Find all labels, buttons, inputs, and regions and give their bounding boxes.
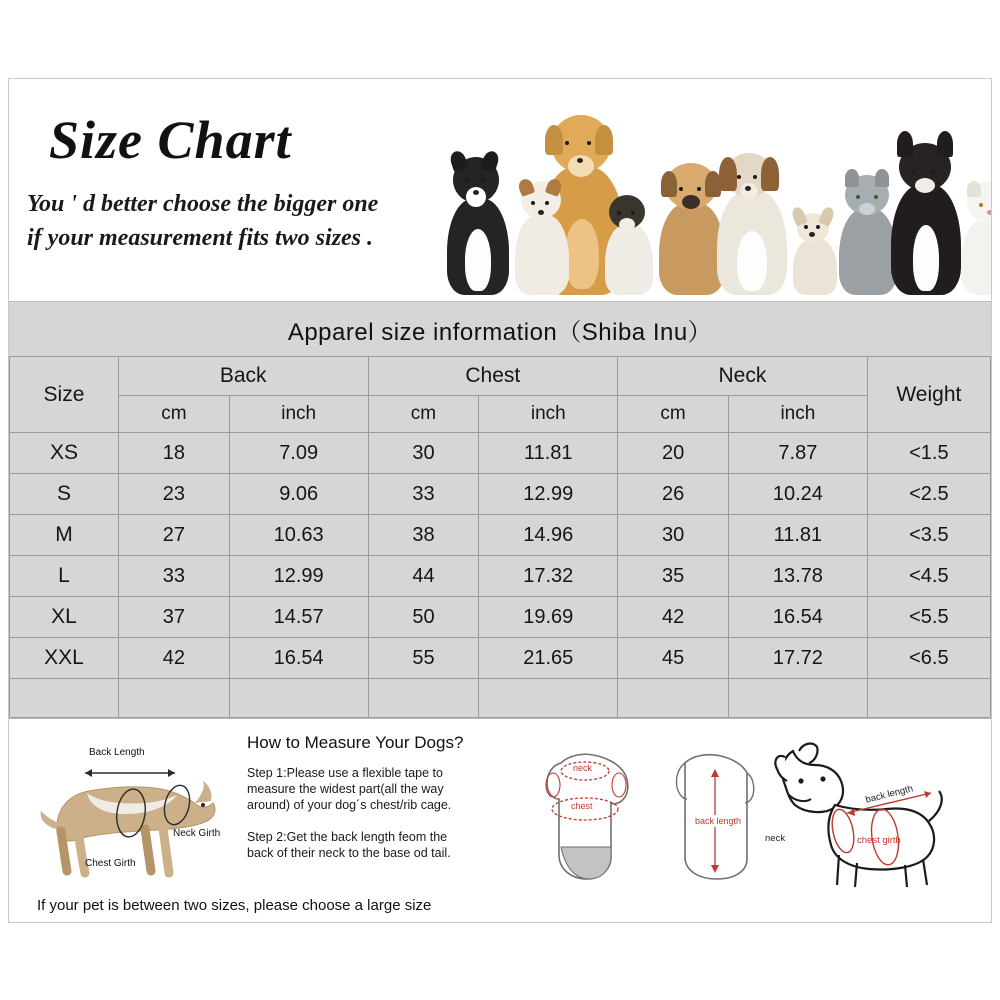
header-group-chest: Chest xyxy=(368,357,618,396)
cell-neck-cm: 35 xyxy=(618,556,729,597)
cell-back-inch: 14.57 xyxy=(229,597,368,638)
cell-weight: <4.5 xyxy=(867,556,990,597)
cell-neck-inch: 10.24 xyxy=(729,474,868,515)
cell-empty xyxy=(867,679,990,718)
table-row xyxy=(10,433,991,474)
cell-chest-cm: 50 xyxy=(368,597,479,638)
size-table xyxy=(9,356,991,718)
table-row xyxy=(10,556,991,597)
cell-neck-inch: 7.87 xyxy=(729,433,868,474)
cell-chest-cm: 55 xyxy=(368,638,479,679)
header-unit-back-cm: cm xyxy=(118,396,229,433)
cell-size: S xyxy=(10,474,119,515)
pet-small-white-dog xyxy=(599,183,661,295)
table-header-groups xyxy=(10,357,991,396)
cell-back-inch: 7.09 xyxy=(229,433,368,474)
cell-size: XS xyxy=(10,433,119,474)
header-unit-chest-inch: inch xyxy=(479,396,618,433)
cell-chest-inch: 14.96 xyxy=(479,515,618,556)
header-size: Size xyxy=(10,357,119,433)
cell-chest-inch: 21.65 xyxy=(479,638,618,679)
garment-back-diagram xyxy=(657,747,767,897)
cell-back-cm: 18 xyxy=(118,433,229,474)
measure-instructions-section xyxy=(9,718,991,923)
cell-empty xyxy=(368,679,479,718)
cell-neck-cm: 20 xyxy=(618,433,729,474)
label-garment-chest: chest xyxy=(571,801,593,811)
cell-neck-cm: 30 xyxy=(618,515,729,556)
cell-chest-cm: 30 xyxy=(368,433,479,474)
label-back-length: Back Length xyxy=(89,747,145,758)
cell-chest-cm: 38 xyxy=(368,515,479,556)
cell-empty xyxy=(618,679,729,718)
pet-beagle xyxy=(709,127,797,295)
cell-neck-cm: 26 xyxy=(618,474,729,515)
dog-sketch-diagram xyxy=(761,733,971,903)
cell-neck-inch: 16.54 xyxy=(729,597,868,638)
cell-empty xyxy=(10,679,119,718)
cell-chest-inch: 12.99 xyxy=(479,474,618,515)
cell-weight: <2.5 xyxy=(867,474,990,515)
subtitle-line-1: You ' d better choose the bigger one xyxy=(27,191,379,217)
measure-title: How to Measure Your Dogs? xyxy=(247,733,464,752)
cell-chest-inch: 11.81 xyxy=(479,433,618,474)
cell-neck-cm: 42 xyxy=(618,597,729,638)
header-unit-back-inch: inch xyxy=(229,396,368,433)
header-unit-neck-cm: cm xyxy=(618,396,729,433)
cell-neck-inch: 13.78 xyxy=(729,556,868,597)
cell-neck-inch: 11.81 xyxy=(729,515,868,556)
label-chest-girth: Chest Girth xyxy=(85,858,136,869)
cell-chest-cm: 44 xyxy=(368,556,479,597)
header-unit-neck-inch: inch xyxy=(729,396,868,433)
cell-neck-cm: 45 xyxy=(618,638,729,679)
cell-size: XL xyxy=(10,597,119,638)
cell-chest-cm: 33 xyxy=(368,474,479,515)
cell-back-inch: 16.54 xyxy=(229,638,368,679)
label-garment-neck: neck xyxy=(573,763,593,773)
cell-empty xyxy=(229,679,368,718)
pets-photo-row xyxy=(409,87,989,295)
cell-size: L xyxy=(10,556,119,597)
subtitle-line-2: if your measurement fits two sizes . xyxy=(27,225,374,251)
measure-footnote: If your pet is between two sizes, please choose a large size xyxy=(37,897,432,914)
apparel-size-section xyxy=(9,302,991,718)
table-row xyxy=(10,474,991,515)
header-band xyxy=(9,79,991,302)
cell-back-cm: 23 xyxy=(118,474,229,515)
cell-weight: <1.5 xyxy=(867,433,990,474)
label-neck-girth: Neck Girth xyxy=(173,828,221,839)
pet-jack-russell xyxy=(507,165,577,295)
table-row xyxy=(10,638,991,679)
label-sketch-chest-girth: chest girth xyxy=(857,835,901,846)
apparel-size-title: Apparel size information（Shiba Inu） xyxy=(9,302,991,356)
label-garment-back-length: back length xyxy=(695,816,742,826)
cell-chest-inch: 19.69 xyxy=(479,597,618,638)
table-row xyxy=(10,597,991,638)
table-row xyxy=(10,515,991,556)
page-title: Size Chart xyxy=(49,110,292,170)
header-group-neck: Neck xyxy=(618,357,868,396)
header-group-back: Back xyxy=(118,357,368,396)
cell-back-inch: 12.99 xyxy=(229,556,368,597)
cell-empty xyxy=(118,679,229,718)
pet-white-cat xyxy=(957,169,991,295)
cell-back-cm: 33 xyxy=(118,556,229,597)
measure-step-1: Step 1:Please use a flexible tape to measure the widest part(all the way around) of your dog´s chest/rib cage. xyxy=(247,766,452,812)
cell-neck-inch: 17.72 xyxy=(729,638,868,679)
cell-weight: <6.5 xyxy=(867,638,990,679)
cell-size: M xyxy=(10,515,119,556)
page-subtitle xyxy=(27,187,378,255)
label-sketch-neck: neck xyxy=(765,833,786,844)
cell-empty xyxy=(729,679,868,718)
garment-front-diagram xyxy=(531,747,651,897)
cell-weight: <5.5 xyxy=(867,597,990,638)
cell-chest-inch: 17.32 xyxy=(479,556,618,597)
measure-step-2: Step 2:Get the back length feom the back of their neck to the base od tail. xyxy=(247,830,451,860)
cell-back-cm: 27 xyxy=(118,515,229,556)
dog-measure-photo xyxy=(27,733,239,883)
cell-empty xyxy=(479,679,618,718)
cell-back-inch: 9.06 xyxy=(229,474,368,515)
header-unit-chest-cm: cm xyxy=(368,396,479,433)
size-chart-sheet xyxy=(8,78,992,923)
cell-back-inch: 10.63 xyxy=(229,515,368,556)
header-group-weight: Weight xyxy=(867,357,990,433)
cell-size: XXL xyxy=(10,638,119,679)
cell-weight: <3.5 xyxy=(867,515,990,556)
table-header-units xyxy=(10,396,991,433)
label-sketch-back-length: back length xyxy=(864,783,915,806)
table-row-empty xyxy=(10,679,991,718)
cell-back-cm: 42 xyxy=(118,638,229,679)
cell-back-cm: 37 xyxy=(118,597,229,638)
